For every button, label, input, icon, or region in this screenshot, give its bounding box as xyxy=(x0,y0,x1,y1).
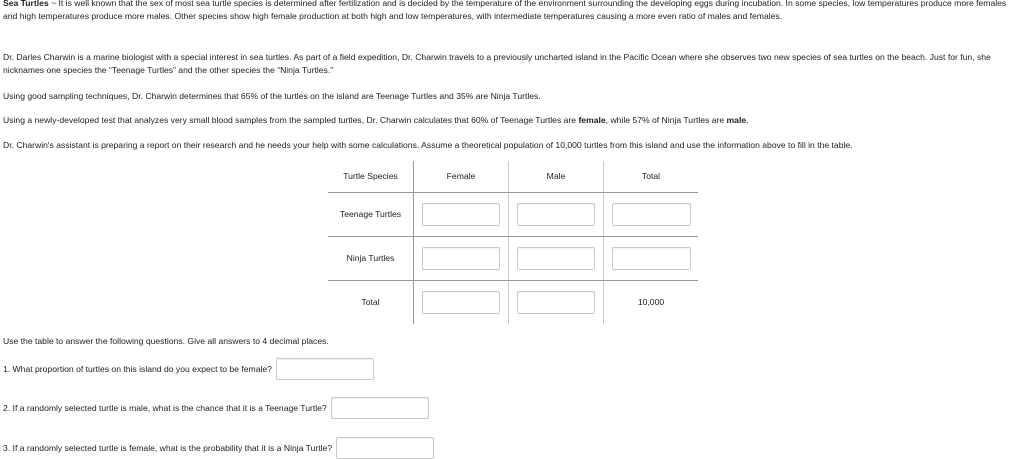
blood-test-paragraph xyxy=(3,114,1009,127)
table-row-ninja xyxy=(328,237,698,281)
question-1-text: 1. What proportion of turtles on this island do you expect to be female? xyxy=(3,363,272,374)
header-total: Total xyxy=(604,161,699,193)
total-male-input[interactable] xyxy=(517,291,595,314)
question-2-text: 2. If a randomly selected turtle is male, what is the chance that it is a Teenage Turtle? xyxy=(3,402,327,413)
question-2-answer-input[interactable] xyxy=(331,397,429,419)
question-1 xyxy=(3,358,374,380)
grand-total-value: 10,000 xyxy=(637,297,665,308)
table-header-row xyxy=(328,161,698,193)
question-3 xyxy=(3,437,434,459)
teenage-female-input[interactable] xyxy=(422,203,500,226)
ninja-total-input[interactable] xyxy=(612,247,691,270)
intro-title: Sea Turtles xyxy=(3,0,49,8)
row-label-teenage: Teenage Turtles xyxy=(328,193,414,237)
intro-paragraph xyxy=(3,0,1009,22)
header-species: Turtle Species xyxy=(328,161,414,193)
sampling-paragraph: Using good sampling techniques, Dr. Charwin determines that 65% of the turtles on the island are Teenage Turtles and 35% are Ninja Turtles. xyxy=(3,91,541,101)
row-label-total: Total xyxy=(328,281,414,325)
teenage-male-input[interactable] xyxy=(517,203,595,226)
total-female-input[interactable] xyxy=(422,291,500,314)
questions-intro: Use the table to answer the following questions. Give all answers to 4 decimal places. xyxy=(3,336,329,346)
female-emphasis: female xyxy=(578,115,606,125)
question-3-text: 3. If a randomly selected turtle is female, what is the probability that it is a Ninja Turtle? xyxy=(3,442,333,453)
question-2 xyxy=(3,397,429,419)
ninja-female-input[interactable] xyxy=(422,247,500,270)
table-row-total xyxy=(328,281,698,325)
male-emphasis: male xyxy=(726,115,747,125)
header-female: Female xyxy=(414,161,509,193)
blood-test-text-3: . xyxy=(746,115,749,125)
question-1-answer-input[interactable] xyxy=(276,358,374,380)
intro-text: ~ It is well known that the sex of most sea turtle species is determined after fertilization and is decided by the temperature of the environment surrounding the developing eggs during incubation. In some species, low temperatures produce more females and high temperatures produce more males. Other species show high female production at both high and low temperatures, with intermediate temperatures causing a more even ratio of males and females. xyxy=(3,0,1007,21)
blood-test-text-2: , while 57% of Ninja Turtles are xyxy=(605,115,727,125)
header-male: Male xyxy=(509,161,604,193)
question-3-answer-input[interactable] xyxy=(336,437,434,459)
scenario-paragraph: Dr. Darles Charwin is a marine biologist with a special interest in sea turtles. As part of a field expedition, Dr. Charwin travels to a previously uncharted island in the Pacific Ocean where she observes two new species of sea turtles on the beach. Just for fun, she nicknames one species the “Teenage Turtles” and the other species the “Ninja Turtles.” xyxy=(3,52,991,75)
blood-test-text-1: Using a newly-developed test that analyzes very small blood samples from the sampled turtles, Dr. Charwin calculates that 60% of Teenage Turtles are xyxy=(3,115,579,125)
instructions-paragraph: Dr. Charwin's assistant is preparing a report on their research and he needs your help with some calculations. Assume a theoretical population of 10,000 turtles from this island and use the information above to fill in the table. xyxy=(3,140,853,150)
contingency-table xyxy=(328,161,698,324)
teenage-total-input[interactable] xyxy=(612,203,691,226)
table-row-teenage xyxy=(328,193,698,237)
ninja-male-input[interactable] xyxy=(517,247,595,270)
row-label-ninja: Ninja Turtles xyxy=(328,237,414,281)
